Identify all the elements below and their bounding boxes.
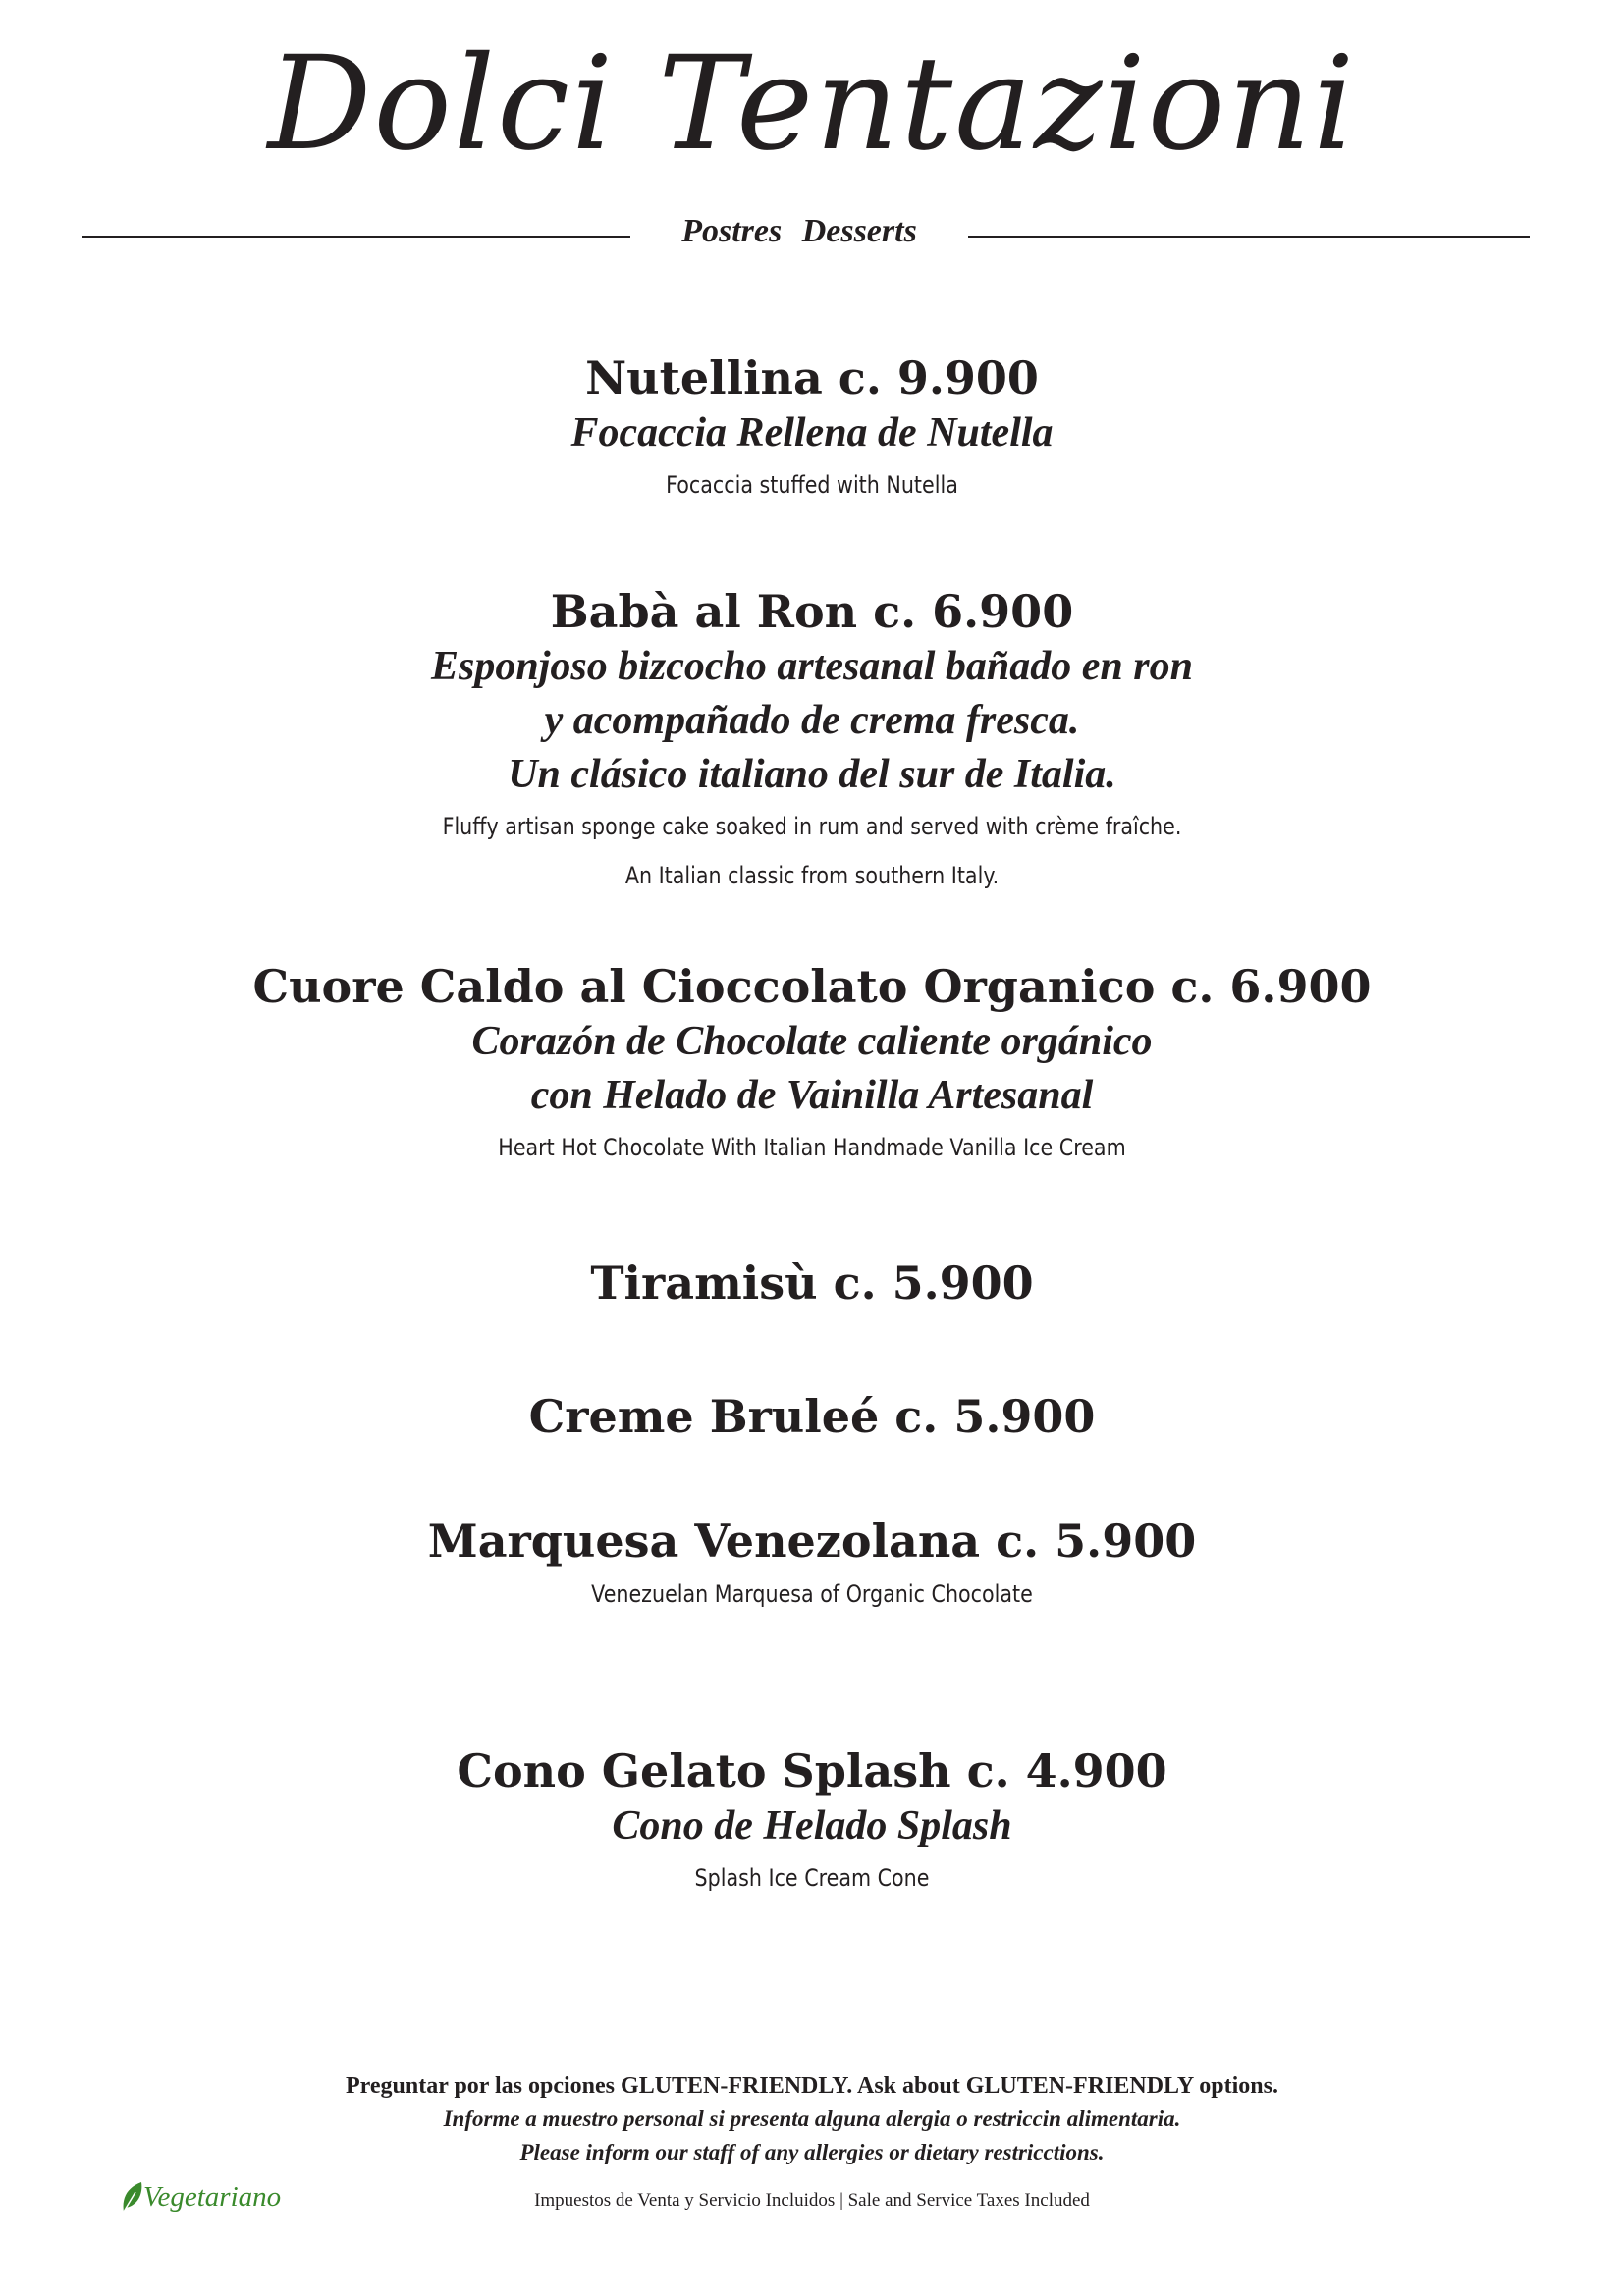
item-description-en: Fluffy artisan sponge cake soaked in rum and served with crème fraîche. <box>442 813 1182 840</box>
item-description-es: Esponjoso bizcocho artesanal bañado en ron <box>431 644 1193 689</box>
item-description-en: Focaccia stuffed with Nutella <box>666 471 958 499</box>
item-description-es: y acompañado de crema fresca. <box>544 698 1080 743</box>
item-description-es: Cono de Helado Splash <box>612 1803 1012 1848</box>
vegetarian-legend <box>120 2177 281 2216</box>
item-name: Cuore Caldo al Cioccolato Organico c. 6.900 <box>252 960 1372 1013</box>
menu-item-marquesa <box>147 1513 1477 1619</box>
leaf-icon <box>120 2178 145 2216</box>
item-description-en: Splash Ice Cream Cone <box>694 1864 930 1892</box>
menu-title: Dolci Tentazioni <box>267 28 1357 180</box>
item-description-en: An Italian classic from southern Italy. <box>624 862 1000 889</box>
menu-item-cuore-caldo <box>147 958 1477 1172</box>
item-description-es: Un clásico italiano del sur de Italia. <box>508 752 1116 797</box>
item-name: Cono Gelato Splash c. 4.900 <box>457 1744 1167 1797</box>
item-name: Nutellina c. 9.900 <box>585 351 1039 404</box>
item-description-en: Venezuelan Marquesa of Organic Chocolate <box>591 1580 1033 1608</box>
menu-item-tiramisu <box>147 1255 1477 1311</box>
allergy-note-en: Please inform our staff of any allergies or dietary restricctions. <box>519 2140 1105 2164</box>
taxes-note: Impuestos de Venta y Servicio Incluidos | Sale and Service Taxes Included <box>534 2190 1090 2211</box>
menu-item-baba <box>147 583 1477 900</box>
title-rule-right <box>968 236 1530 238</box>
item-name: Creme Bruleé c. 5.900 <box>528 1390 1096 1443</box>
menu-item-creme-brulee <box>147 1388 1477 1445</box>
item-description-es: Corazón de Chocolate caliente orgánico <box>471 1019 1153 1064</box>
menu-subtitle: Postres Desserts <box>681 213 917 249</box>
item-name: Marquesa Venezolana c. 5.900 <box>427 1515 1197 1568</box>
item-description-es: Focaccia Rellena de Nutella <box>570 410 1054 455</box>
title-rule-left <box>82 236 630 238</box>
item-description-en: Heart Hot Chocolate With Italian Handmade Vanilla Ice Cream <box>498 1134 1126 1161</box>
item-name: Tiramisù c. 5.900 <box>590 1256 1034 1309</box>
menu-item-cono-gelato <box>147 1742 1477 1902</box>
vegetarian-label: Vegetariano <box>143 2180 282 2213</box>
gluten-friendly-note: Preguntar por las opciones GLUTEN-FRIENDLY. Ask about GLUTEN-FRIENDLY options. <box>346 2073 1278 2099</box>
menu-item-nutellina <box>147 349 1477 509</box>
allergy-note-es: Informe a muestro personal si presenta alguna alergia o restriccin alimentaria. <box>443 2107 1181 2131</box>
item-description-es: con Helado de Vainilla Artesanal <box>530 1073 1094 1118</box>
item-name: Babà al Ron c. 6.900 <box>550 585 1074 638</box>
